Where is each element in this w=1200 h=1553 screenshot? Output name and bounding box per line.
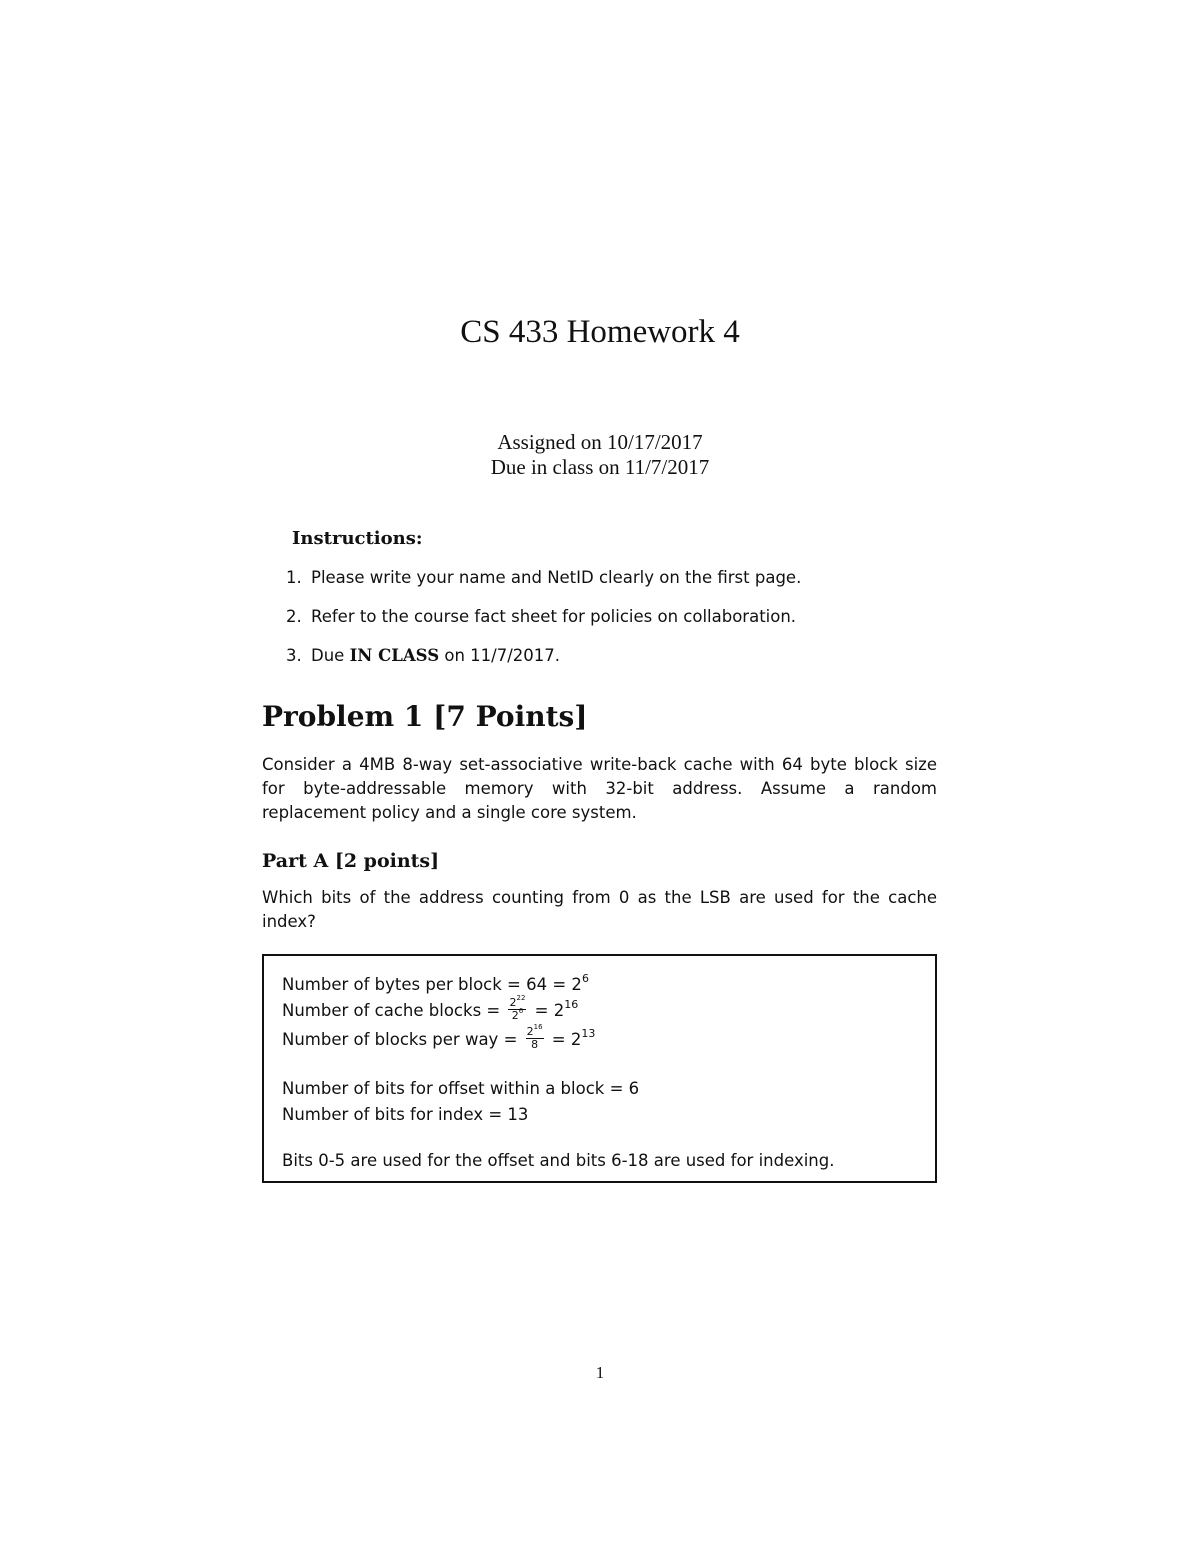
way-label: Number of blocks per way = (282, 1030, 523, 1049)
part-heading: Part A [2 points] (262, 850, 440, 872)
way-numerator: $2^{16}$ (526, 1023, 543, 1038)
cache-result-exponent: 16 (564, 997, 579, 1011)
assigned-date: Assigned on 10/17/2017 (497, 430, 703, 454)
answer-blocks-per-way-line (282, 1024, 922, 1056)
problem-heading: Problem 1 [7 Points] (262, 700, 588, 733)
cache-numerator: $2^{22}$ (509, 994, 526, 1009)
instruction-number: 2. (286, 607, 302, 626)
way-fraction (526, 1023, 544, 1051)
answer-content (282, 972, 922, 1174)
instruction-number: 3. (286, 646, 302, 665)
cache-label: Number of cache blocks = (282, 1001, 506, 1020)
instruction-item (286, 644, 801, 683)
part-question: Which bits of the address counting from 0 as the LSB are used for the cache index? (262, 888, 937, 931)
answer-cache-blocks-line (282, 994, 922, 1024)
bytes-exponent: 6 (581, 971, 589, 985)
answer-conclusion-line: Bits 0-5 are used for the offset and bits 6-18 are used for indexing. (282, 1151, 835, 1170)
way-denominator: 8 (531, 1038, 539, 1051)
way-result: = 2 (546, 1030, 582, 1049)
cache-fraction (508, 994, 526, 1022)
instruction-text-pre: Due (311, 646, 350, 665)
instruction-text: Refer to the course fact sheet for policies on collaboration. (311, 607, 797, 626)
answer-offset-line: Number of bits for offset within a block = 6 (282, 1079, 640, 1098)
answer-index-line: Number of bits for index = 13 (282, 1105, 529, 1124)
answer-spacer (282, 1056, 922, 1076)
page-number: 1 (595, 1363, 605, 1382)
instruction-emphasis: IN CLASS (349, 646, 440, 665)
answer-box (262, 954, 937, 1183)
cache-result: = 2 (529, 1001, 565, 1020)
instruction-text-post: on 11/7/2017. (439, 646, 561, 665)
instruction-item (286, 605, 801, 644)
bytes-label: Number of bytes per block = 64 = 2 (282, 975, 582, 994)
answer-bytes-line (282, 972, 922, 998)
instructions-heading: Instructions: (292, 528, 423, 549)
problem-statement: Consider a 4MB 8-way set-associative write-back cache with 64 byte block size for byte-addressable memory with 32-bit address. Assume a random replacement policy and a single core system. (262, 755, 937, 822)
cache-denominator: $2^6$ (511, 1007, 524, 1022)
way-result-exponent: 13 (581, 1026, 596, 1040)
instruction-item (286, 566, 801, 605)
document-title: CS 433 Homework 4 (460, 314, 740, 350)
date-block (0, 430, 1200, 480)
instruction-number: 1. (286, 568, 302, 587)
instruction-text: Please write your name and NetID clearly on the first page. (311, 568, 802, 587)
instructions-list (286, 566, 801, 683)
answer-spacer (282, 1128, 922, 1148)
due-date: Due in class on 11/7/2017 (490, 455, 710, 479)
